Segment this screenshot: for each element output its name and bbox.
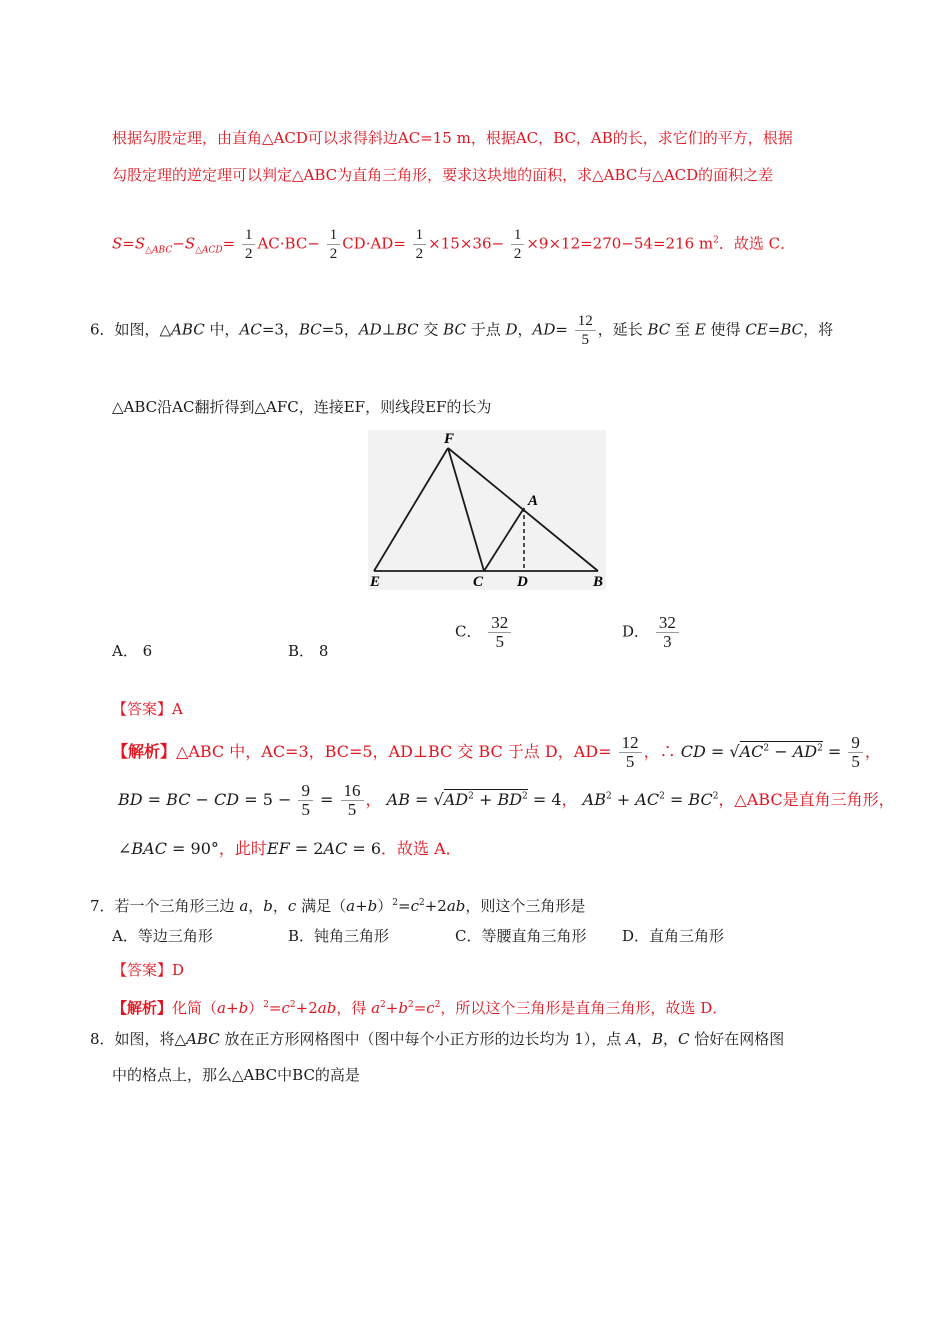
- fraction-half: $\frac{1}{2}$: [413, 226, 427, 263]
- label-F: F: [444, 431, 455, 447]
- q6-analysis-line2: BD = BC − CD = 5 − $\frac{9}{5}$ = $\frac{16}{5}$ ， AB = $√AD^2 + BD^2 = 4$， $AB^2 + AC^2 = BC^2$，△ABC是直角三角形，: [118, 781, 895, 819]
- p5-solution-line1: 根据勾股定理，由直角△ACD可以求得斜边AC=15 m，根据AC，BC，AB的长，求它们的平方，根据: [112, 129, 793, 147]
- q7-analysis: 【解析】化简$(a+b)^2=c^2+2ab$，得 $a^2+b^2=c^2$，所以这个三角形是直角三角形，故选 D．: [112, 999, 728, 1017]
- q6-answer: 【答案】A: [112, 700, 183, 718]
- label-E: E: [370, 574, 381, 590]
- q7-option-b[interactable]: B．钝角三角形: [288, 927, 390, 945]
- q7-option-d[interactable]: D．直角三角形: [622, 927, 725, 945]
- q6-stem-line1: 6．如图，△ABC 中，AC=3，BC=5，AD⊥BC 交 BC 于点 D，AD= $\frac{12}{5}$ ，延长 BC 至 E 使得 CE=BC，将: [90, 313, 834, 348]
- fraction-half: $\frac{1}{2}$: [511, 226, 525, 263]
- q6-stem-line2: △ABC沿AC翻折得到△AFC，连接EF，则线段EF的长为: [112, 398, 492, 416]
- label-D: D: [517, 574, 528, 590]
- q8-stem-line2: 中的格点上，那么△ABC中BC的高是: [112, 1066, 360, 1084]
- label-B: B: [593, 574, 604, 590]
- q6-analysis-line1: 【解析】△ABC 中，AC=3，BC=5，AD⊥BC 交 BC 于点 D，AD= $\frac{12}{5}$ ，∴ CD = $√AC^2 - AD^2$ = $\frac{9}{5}$ ，: [112, 733, 881, 771]
- q7-option-a[interactable]: A．等边三角形: [112, 927, 213, 945]
- p5-solution-line2: 勾股定理的逆定理可以判定△ABC为直角三角形，要求这块地的面积，求△ABC与△ACD的面积之差: [112, 166, 774, 184]
- q6-option-d[interactable]: D． $\frac{32}{3}$: [622, 614, 681, 651]
- q7-answer: 【答案】D: [112, 961, 185, 979]
- q6-option-a[interactable]: A． 6: [112, 642, 153, 660]
- fraction-12-5: $\frac{12}{5}$: [575, 312, 596, 349]
- q7-stem: 7．若一个三角形三边 a，b，c 满足$(a+b)^2=c^2+2ab$，则这个三角形是: [90, 897, 586, 915]
- p5-solution-line3: $S=S_{\triangle ABC}-S_{\triangle ACD}=$ $\frac{1}{2}$ AC·BC− $\frac{1}{2}$ CD·AD= $\frac{1}{2}$ ×15×36− $\frac{1}{2}$ ×9×12=270−54=216 $m^2$．故选 C．: [112, 227, 796, 262]
- q7-option-c[interactable]: C．等腰直角三角形: [455, 927, 587, 945]
- label-C: C: [473, 574, 484, 590]
- q6-analysis-line3: ∠BAC = 90°，此时EF = 2AC = 6．故选 A．: [118, 839, 462, 858]
- label-A: A: [528, 493, 539, 509]
- fraction-half: $\frac{1}{2}$: [242, 226, 256, 263]
- q6-option-c[interactable]: C． $\frac{32}{5}$: [455, 614, 513, 651]
- q6-option-b[interactable]: B． 8: [288, 642, 329, 660]
- triangle-figure: [362, 428, 612, 593]
- fraction-half: $\frac{1}{2}$: [327, 226, 341, 263]
- q8-stem-line1: 8．如图，将△ABC 放在正方形网格图中（图中每个小正方形的边长均为 1），点 A，B，C 恰好在网格图: [90, 1030, 785, 1048]
